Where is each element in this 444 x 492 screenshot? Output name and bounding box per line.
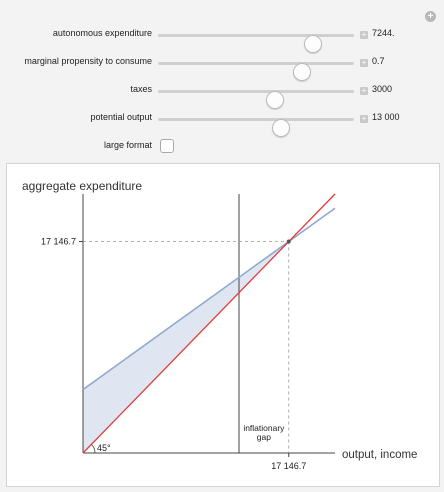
expand-plus-icon[interactable]: + bbox=[361, 58, 367, 67]
large-format-checkbox[interactable] bbox=[160, 139, 174, 153]
large-format-label: large format bbox=[103, 140, 152, 150]
equilibrium-y-label: 17 146.7 bbox=[40, 236, 76, 247]
taxes-slider[interactable] bbox=[158, 90, 354, 93]
control-taxes bbox=[0, 81, 444, 101]
slider-thumb[interactable] bbox=[304, 35, 322, 53]
potential-output-label: potential output bbox=[90, 112, 152, 122]
expand-plus-icon[interactable]: + bbox=[361, 114, 367, 123]
forty-five-degree-line bbox=[83, 194, 335, 453]
angle-label: 45° bbox=[97, 443, 111, 453]
control-large-format bbox=[0, 137, 444, 157]
plus-icon[interactable]: + bbox=[425, 11, 436, 22]
mpc-label: marginal propensity to consume bbox=[24, 56, 152, 66]
ae-chart bbox=[7, 164, 439, 486]
potential-output-slider[interactable] bbox=[158, 118, 354, 121]
expand-plus-icon[interactable]: + bbox=[361, 86, 367, 95]
control-potential-output bbox=[0, 109, 444, 129]
taxes-label: taxes bbox=[130, 84, 152, 94]
slider-thumb[interactable] bbox=[272, 119, 290, 137]
potential-output-value: 13 000 bbox=[372, 112, 400, 122]
control-mpc bbox=[0, 53, 444, 73]
y-axis-label: aggregate expenditure bbox=[22, 179, 143, 193]
control-autonomous-expenditure bbox=[0, 25, 444, 45]
mpc-slider[interactable] bbox=[158, 62, 354, 65]
expand-plus-icon[interactable]: + bbox=[361, 30, 367, 39]
plot-panel bbox=[6, 163, 440, 487]
gap-label-line-2: gap bbox=[256, 432, 271, 442]
x-axis-label: output, income bbox=[342, 449, 418, 461]
autonomous-expenditure-label: autonomous expenditure bbox=[52, 28, 152, 38]
angle-arc bbox=[92, 445, 96, 454]
mpc-value: 0.7 bbox=[372, 56, 385, 66]
autonomous-expenditure-slider[interactable] bbox=[158, 34, 354, 37]
autonomous-expenditure-value: 7244. bbox=[372, 28, 395, 38]
slider-thumb[interactable] bbox=[293, 63, 311, 81]
equilibrium-point bbox=[287, 240, 291, 244]
equilibrium-x-label: 17 146.7 bbox=[271, 461, 307, 471]
taxes-value: 3000 bbox=[372, 84, 393, 94]
gap-label-line-1: inflationary bbox=[243, 423, 285, 433]
ae-line bbox=[83, 208, 335, 389]
slider-thumb[interactable] bbox=[266, 91, 284, 109]
